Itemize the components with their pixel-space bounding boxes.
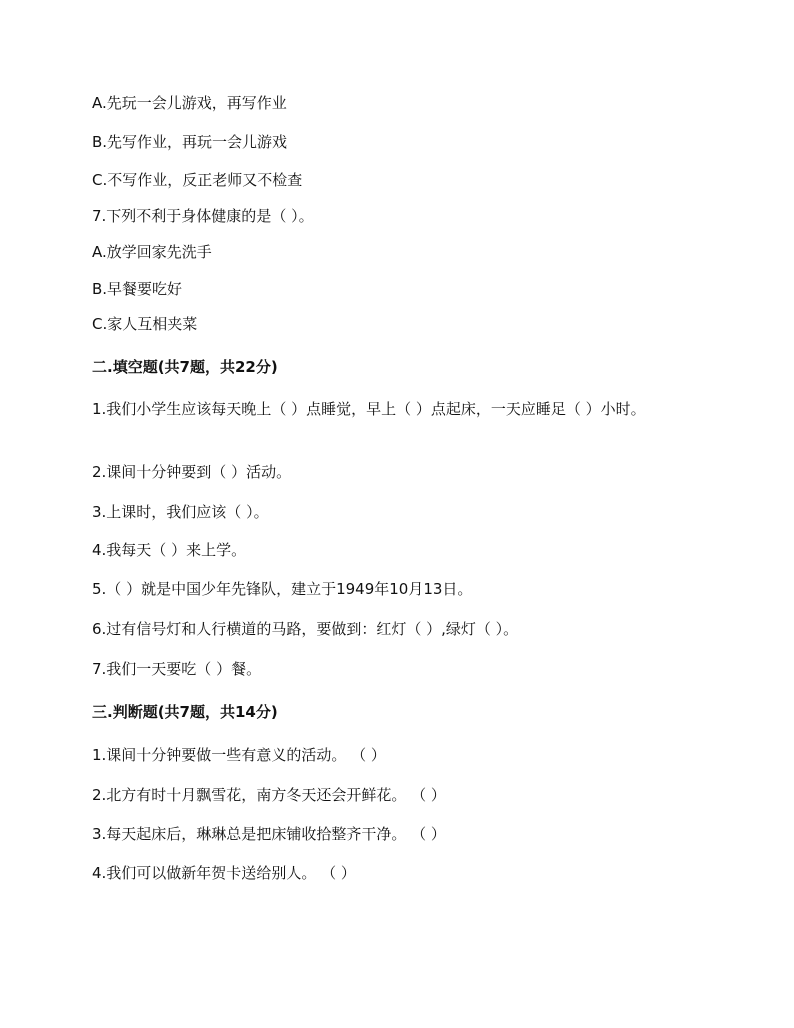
q7-stem: 7.下列不利于身体健康的是（ ）。 — [92, 207, 314, 225]
fill-question-7: 7.我们一天要吃（ ）餐。 — [92, 660, 262, 678]
q7-option-c: C.家人互相夹菜 — [92, 315, 198, 333]
judge-question-3: 3.每天起床后，琳琳总是把床铺收拾整齐干净。 （ ） — [92, 825, 446, 843]
judge-question-4: 4.我们可以做新年贺卡送给别人。 （ ） — [92, 864, 356, 882]
q7-option-a: A.放学回家先洗手 — [92, 243, 212, 261]
fill-question-4: 4.我每天（ ）来上学。 — [92, 541, 247, 559]
fill-question-2: 2.课间十分钟要到（ ）活动。 — [92, 463, 292, 481]
q6-option-b: B.先写作业，再玩一会儿游戏 — [92, 133, 288, 151]
fill-question-6: 6.过有信号灯和人行横道的马路，要做到：红灯（ ）,绿灯（ ）。 — [92, 620, 519, 638]
fill-question-3: 3.上课时，我们应该（ ）。 — [92, 503, 269, 521]
section3-heading: 三.判断题(共7题，共14分) — [92, 703, 278, 721]
fill-question-1: 1.我们小学生应该每天晚上（ ）点睡觉，早上（ ）点起床，一天应睡足（ ）小时。 — [92, 400, 646, 418]
fill-question-5: 5.（ ）就是中国少年先锋队，建立于1949年10月13日。 — [92, 580, 473, 598]
q6-option-a: A.先玩一会儿游戏，再写作业 — [92, 94, 287, 112]
q7-option-b: B.早餐要吃好 — [92, 280, 183, 298]
section2-heading: 二.填空题(共7题，共22分) — [92, 358, 278, 376]
q6-option-c: C.不写作业，反正老师又不检查 — [92, 171, 303, 189]
judge-question-2: 2.北方有时十月飘雪花，南方冬天还会开鲜花。 （ ） — [92, 786, 446, 804]
judge-question-1: 1.课间十分钟要做一些有意义的活动。 （ ） — [92, 746, 386, 764]
